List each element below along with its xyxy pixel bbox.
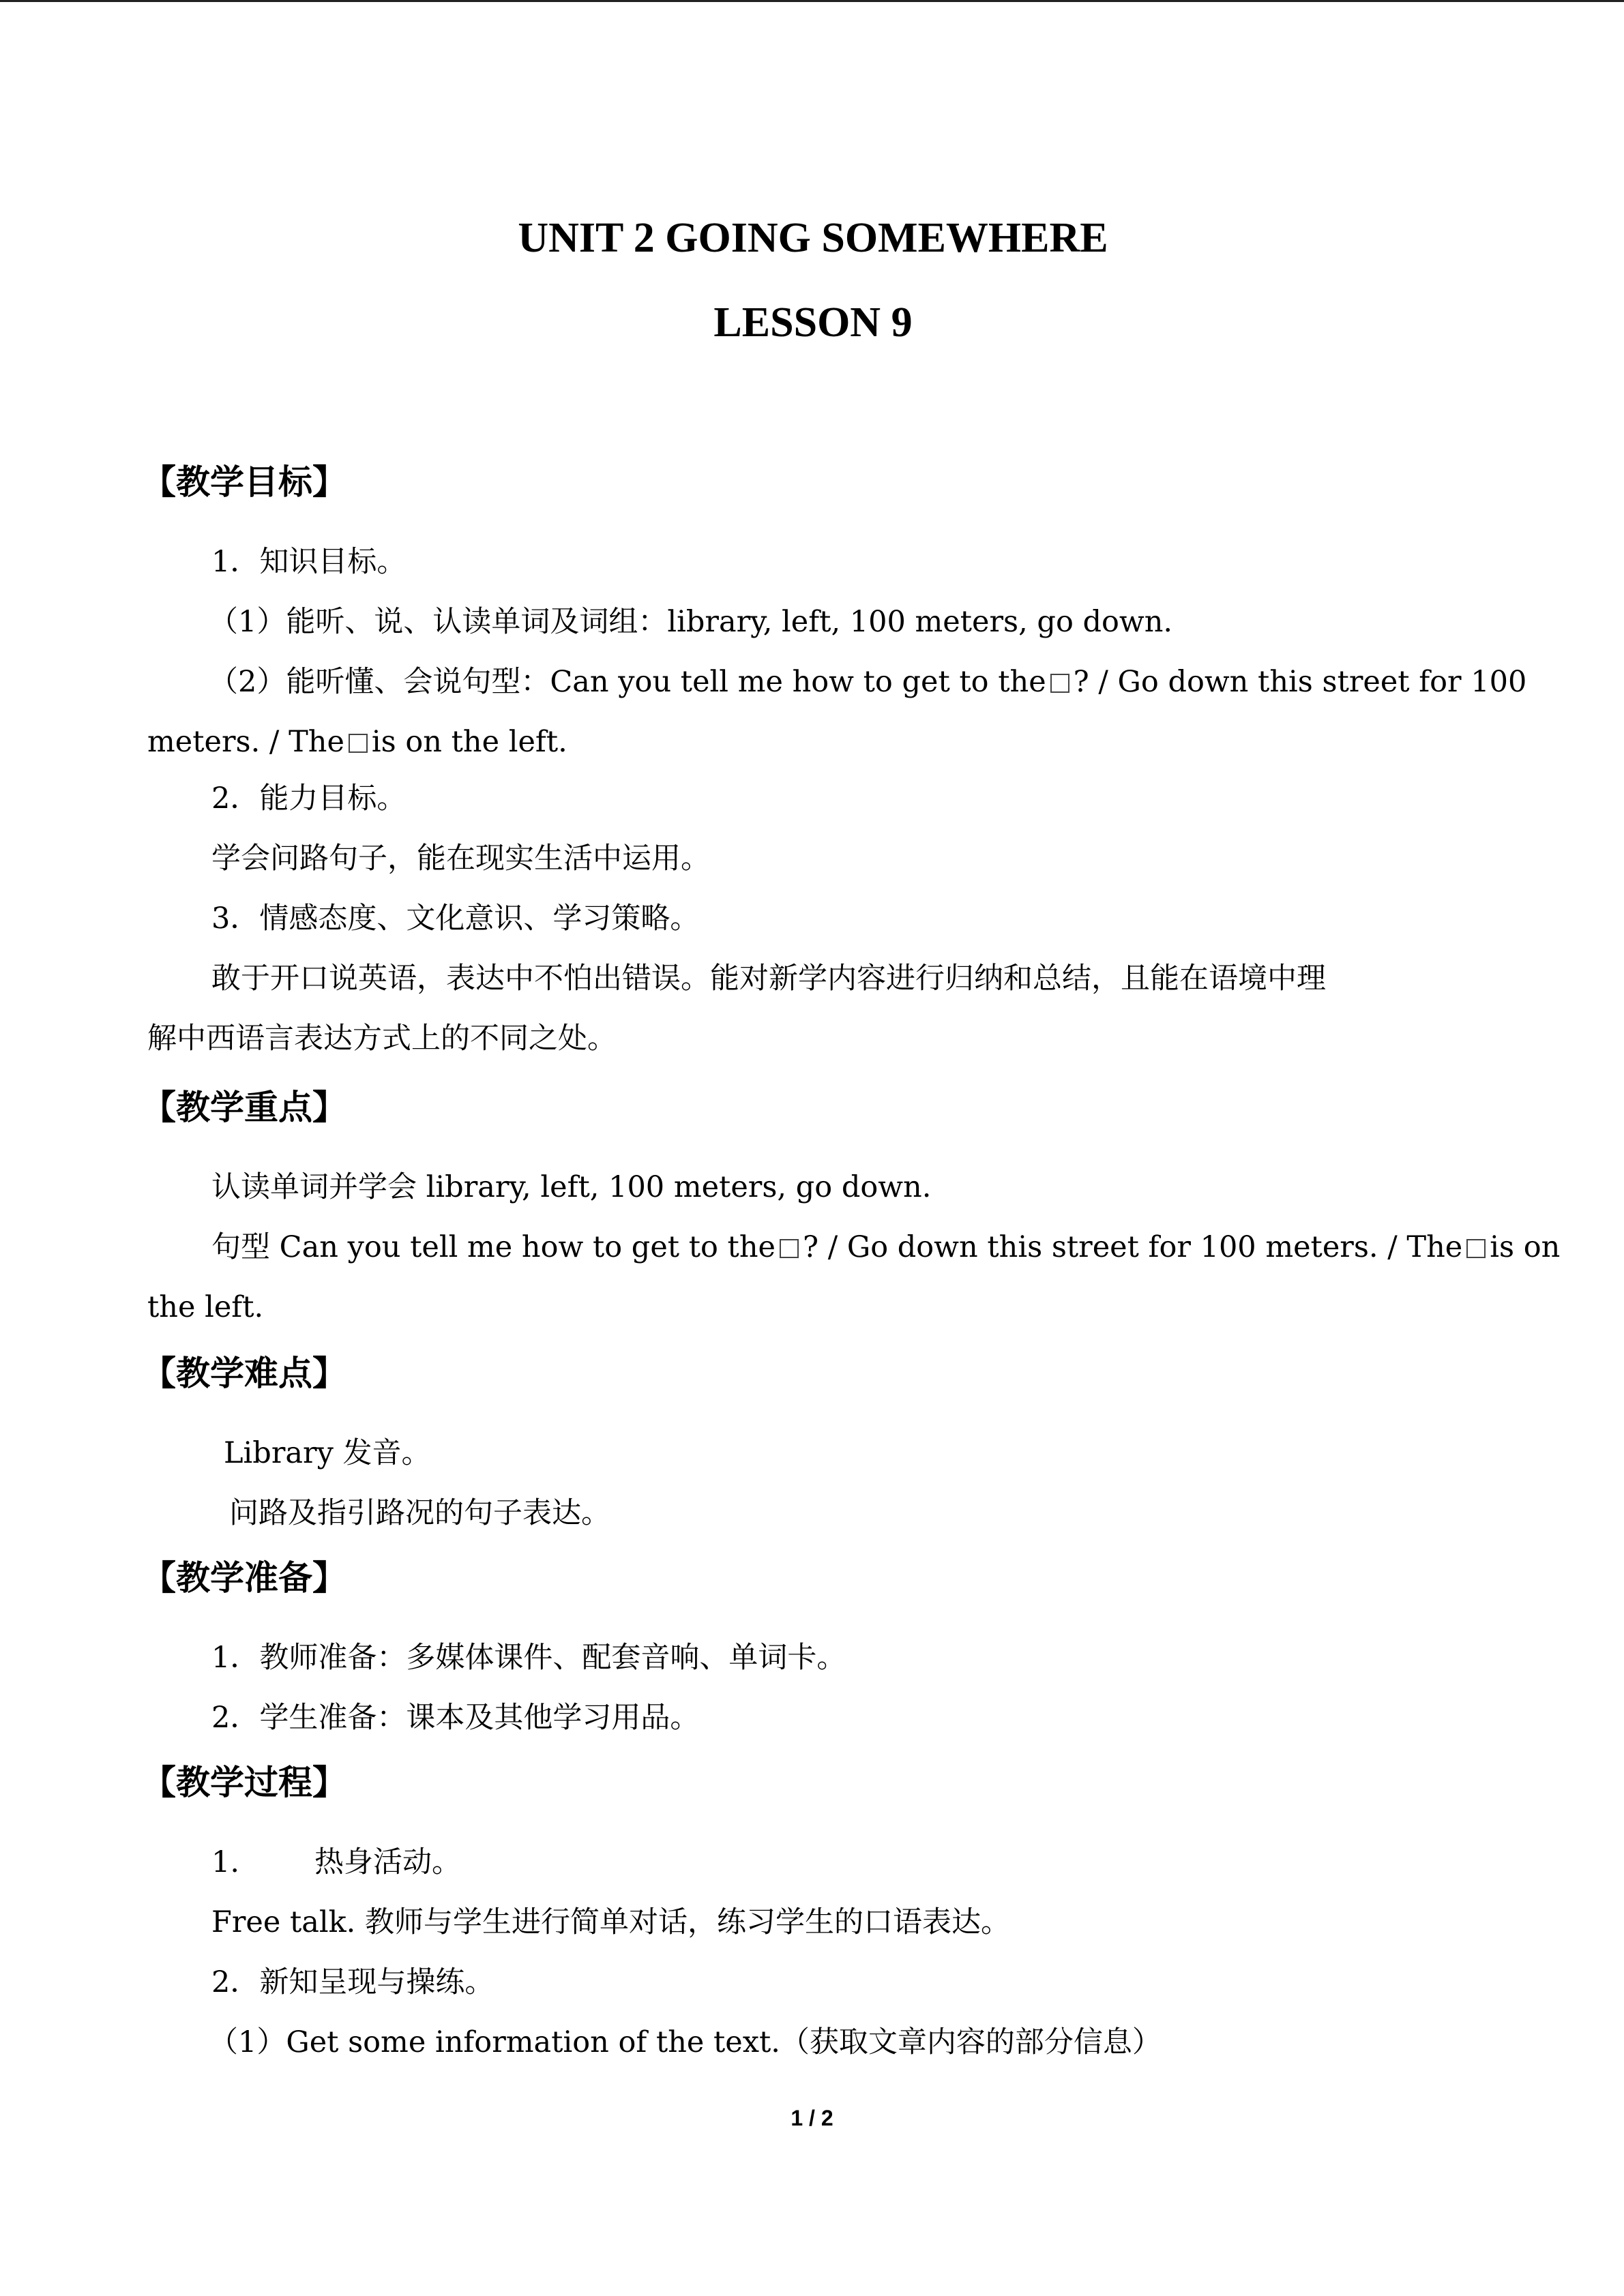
text-fragment: 句型 Can you tell me how to get to the: [211, 1230, 776, 1264]
blank-box: [780, 1239, 799, 1258]
objective-knowledge-title: 1．知识目标。: [211, 545, 407, 579]
page-top-border: [0, 0, 1624, 2]
text-fragment: is on: [1490, 1230, 1561, 1264]
section-heading-difficulties: 【教学难点】: [142, 1354, 346, 1393]
key-point-1: 认读单词并学会 library, left, 100 meters, go down.: [211, 1170, 932, 1204]
objective-ability-item-1: 学会问路句子，能在现实生活中运用。: [211, 841, 710, 876]
step-number: 1.: [211, 1845, 240, 1879]
section-heading-preparation: 【教学准备】: [142, 1558, 346, 1598]
document-title: UNIT 2 GOING SOMEWHERE: [518, 215, 1108, 261]
text-fragment: （2）能听懂、会说句型：Can you tell me how to get to the: [209, 665, 1046, 699]
section-process: [142, 1763, 1479, 2059]
document-page: [142, 205, 1561, 2059]
blank-box: [1050, 674, 1069, 693]
section-preparation: [142, 1558, 1479, 1735]
section-objectives: [142, 462, 1527, 1056]
document-subtitle: LESSON 9: [713, 299, 913, 346]
section-heading-process: 【教学过程】: [142, 1763, 346, 1802]
text-fragment: ? / Go down this street for 100 meters. / The: [802, 1230, 1463, 1264]
section-heading-key-points: 【教学重点】: [142, 1088, 346, 1127]
process-step-1: [147, 1845, 1479, 1879]
objective-knowledge-item-1: （1）能听、说、认读单词及词组：library, left, 100 meters, go down.: [209, 605, 1173, 639]
key-point-2: [147, 1230, 1561, 1264]
objective-knowledge-item-2: [147, 665, 1527, 699]
process-step-1-desc: Free talk. 教师与学生进行简单对话，练习学生的口语表达。: [211, 1905, 1011, 1939]
objective-emotion-line-1: 敢于开口说英语，表达中不怕出错误。能对新学内容进行归纳和总结，且能在语境中理: [211, 961, 1326, 996]
objective-emotion-line-2: 解中西语言表达方式上的不同之处。: [147, 1022, 617, 1056]
key-point-2-cont: the left.: [147, 1290, 264, 1324]
step-title: 热身活动。: [314, 1845, 462, 1879]
process-step-2-title: 2．新知呈现与操练。: [211, 1965, 494, 1999]
section-heading-objectives: 【教学目标】: [142, 462, 346, 502]
process-step-2-sub-1: （1）Get some information of the text.（获取文章内容的部分信息）: [209, 2025, 1162, 2059]
section-difficulties: [142, 1354, 1479, 1530]
blank-box: [1466, 1239, 1486, 1258]
preparation-teacher: 1．教师准备：多媒体课件、配套音响、单词卡。: [211, 1641, 846, 1675]
preparation-student: 2．学生准备：课本及其他学习用品。: [211, 1701, 700, 1735]
page-indicator: 1 / 2: [791, 2106, 833, 2130]
objective-knowledge-item-2-cont: [147, 725, 1479, 759]
objective-ability-title: 2．能力目标。: [211, 781, 407, 816]
section-key-points: [142, 1088, 1561, 1324]
text-fragment: ? / Go down this street for 100: [1073, 665, 1527, 699]
blank-box: [349, 734, 368, 753]
difficulty-2: 问路及指引路况的句子表达。: [229, 1496, 610, 1530]
text-fragment: is on the left.: [371, 725, 567, 759]
difficulty-1: Library 发音。: [224, 1436, 431, 1470]
text-fragment: meters. / The: [147, 725, 344, 759]
objective-emotion-title: 3．情感态度、文化意识、学习策略。: [211, 901, 700, 936]
